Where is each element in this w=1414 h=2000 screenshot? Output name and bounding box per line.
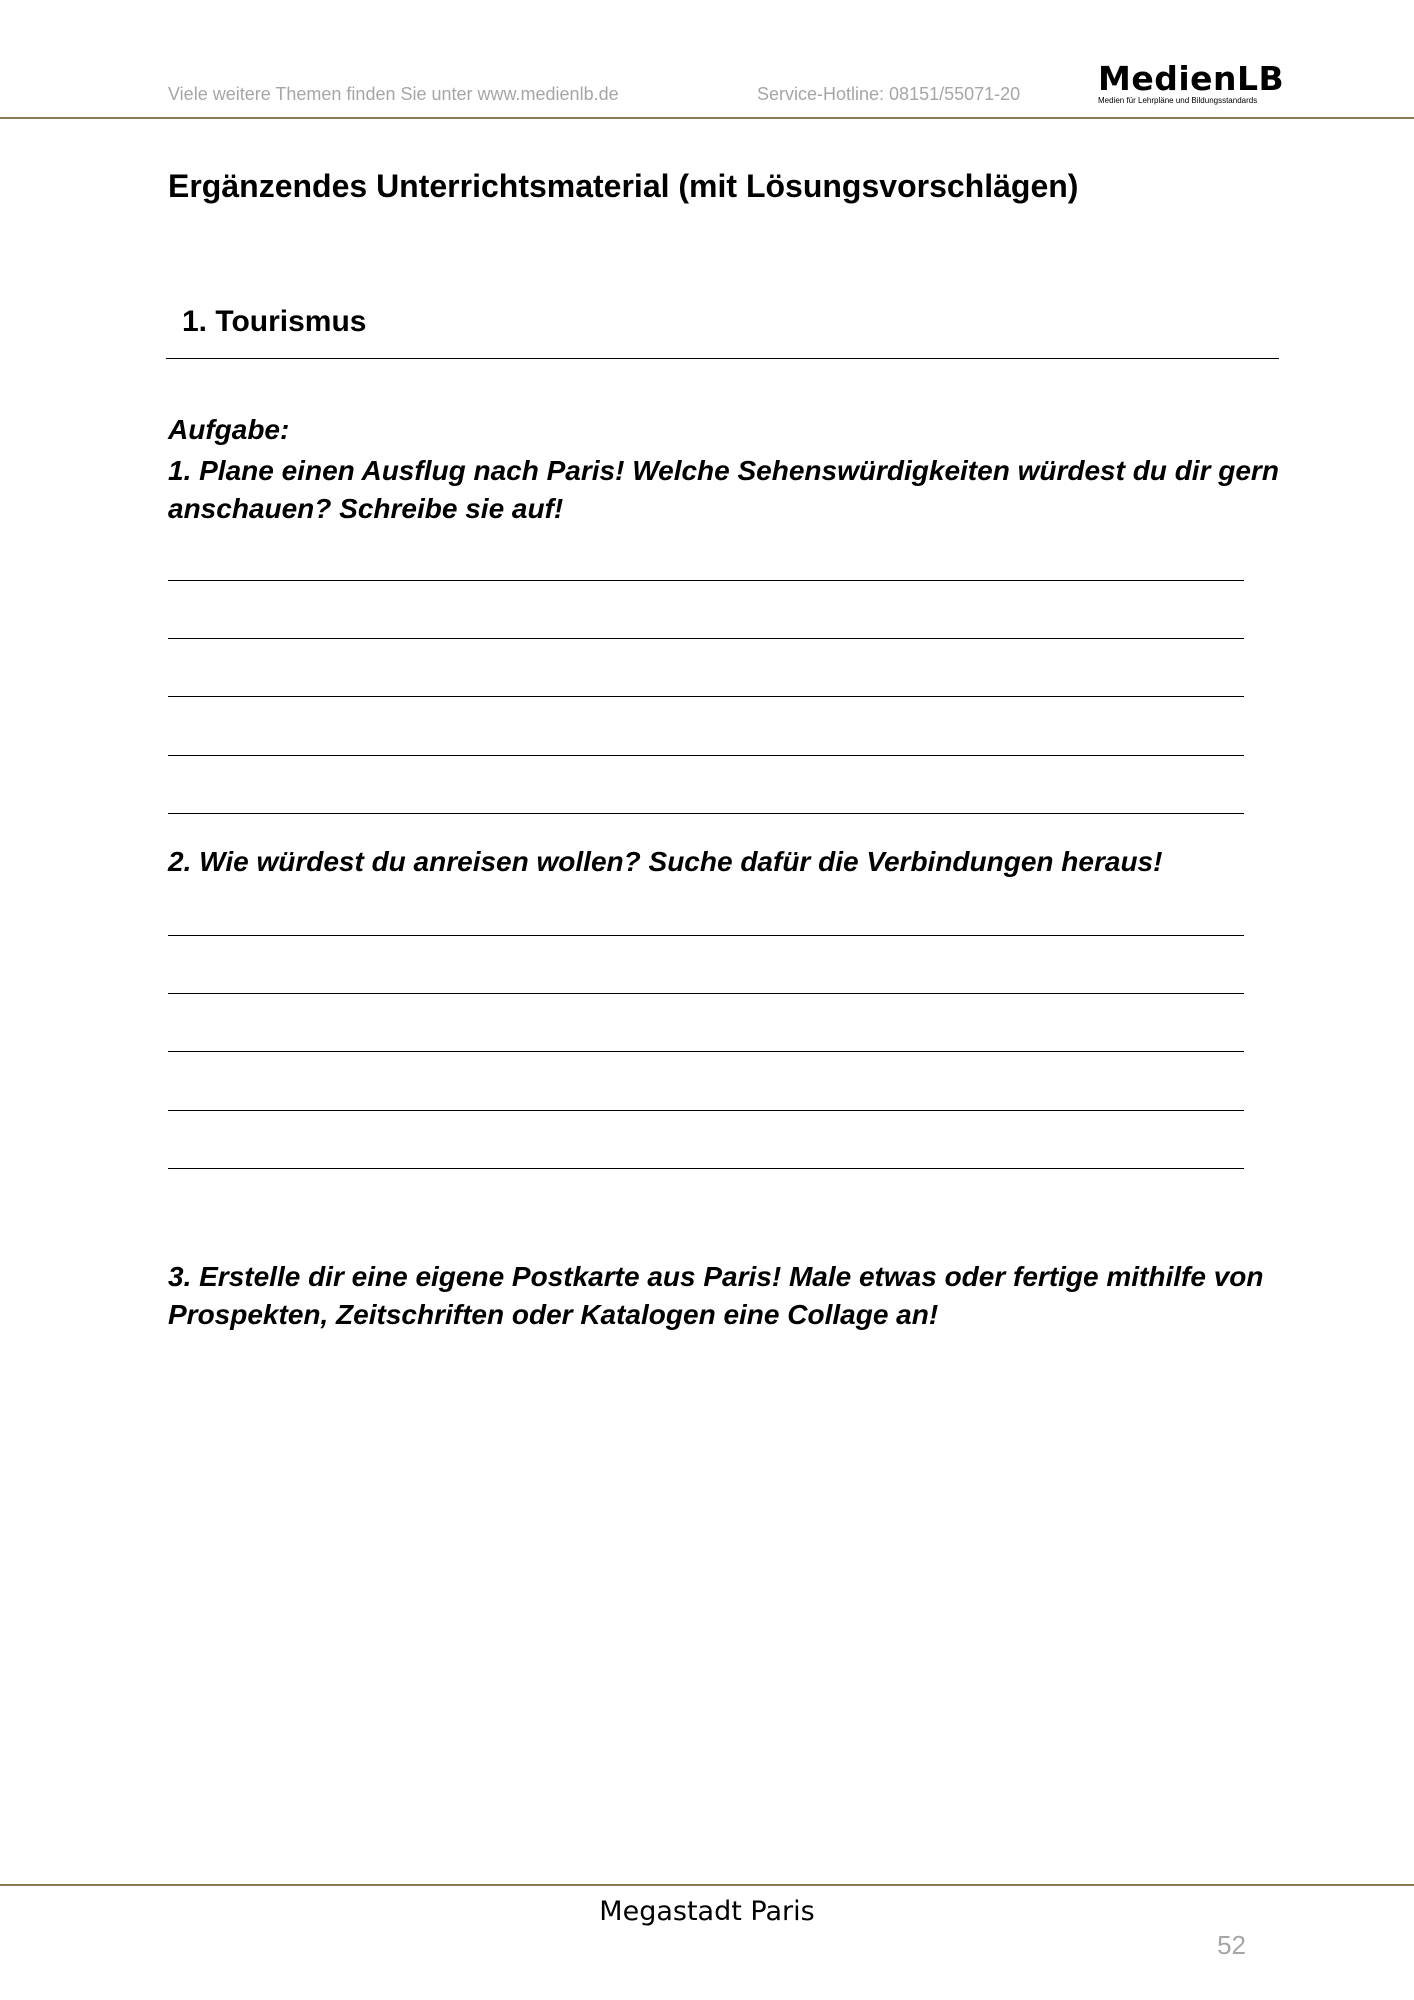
answer-line — [168, 1168, 1244, 1169]
answer-line — [168, 935, 1244, 936]
page-number: 52 — [1217, 1930, 1246, 1960]
logo-wordmark: MedienLB — [1098, 59, 1285, 98]
answer-line — [168, 580, 1244, 581]
section-heading: 1. Tourismus — [182, 305, 367, 338]
footer-title-text: Megastadt Paris — [599, 1896, 815, 1927]
section-divider — [166, 358, 1279, 359]
header-themes-link-text: Viele weitere Themen finden Sie unter www.medienlb.de — [168, 84, 619, 104]
medienlb-logo — [1098, 59, 1290, 105]
header-hotline: Service-Hotline: 08151/55071-20 — [757, 84, 1021, 104]
answer-line — [168, 993, 1244, 994]
logo-tagline: Medien für Lehrpläne und Bildungsstandards — [1098, 96, 1258, 105]
footer-divider — [0, 1884, 1414, 1886]
task-3-text: 3. Erstelle dir eine eigene Postkarte aus Paris! Male etwas oder fertige mithilfe von Prospekten, Zeitschriften oder Katalogen eine Collage an! — [168, 1261, 1264, 1330]
answer-line — [168, 638, 1244, 639]
task-2-text: 2. Wie würdest du anreisen wollen? Suche dafür die Verbindungen heraus! — [168, 846, 1163, 877]
task-label: Aufgabe: — [168, 414, 290, 445]
answer-line — [168, 1110, 1244, 1111]
answer-line — [168, 813, 1244, 814]
task-1-text: 1. Plane einen Ausflug nach Paris! Welche Sehenswürdigkeiten würdest du dir gern anschauen? Schreibe sie auf! — [168, 455, 1279, 524]
answer-line — [168, 696, 1244, 697]
header-divider — [0, 117, 1414, 119]
footer-title — [0, 1896, 1414, 1927]
answer-line — [168, 755, 1244, 756]
answer-line — [168, 1051, 1244, 1052]
page-title: Ergänzendes Unterrichtsmaterial (mit Lösungsvorschlägen) — [168, 168, 1079, 204]
